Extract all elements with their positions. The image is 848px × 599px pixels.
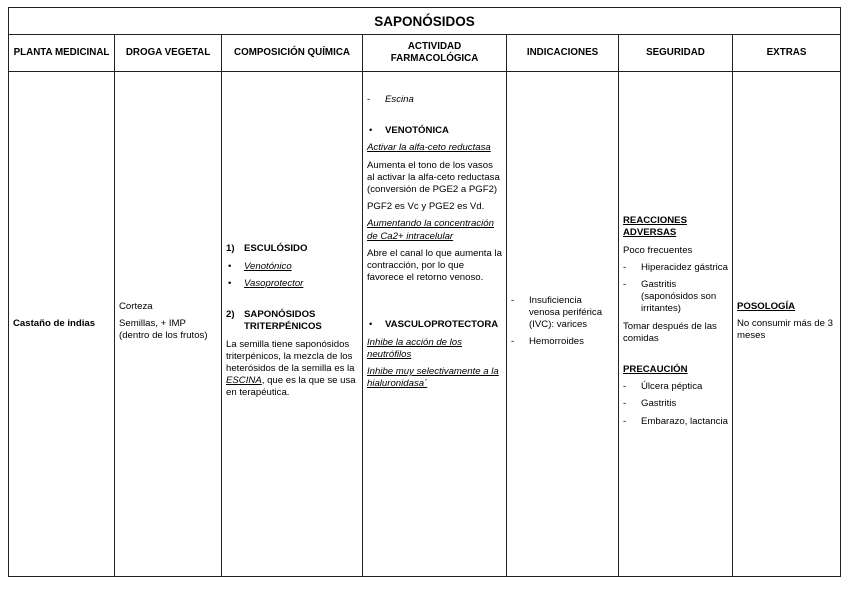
vasculo-subheading-2: Inhibe muy selectivamente a la hialuronidasa´: [367, 366, 499, 390]
posologia-heading: POSOLOGÍA: [737, 300, 796, 312]
header-row: [9, 35, 841, 72]
cell-composicion: [222, 72, 363, 577]
composicion-item-2-title: SAPONÓSIDOS TRITERPÉNICOS: [244, 309, 322, 333]
venotonica-text-3: Abre el canal lo que aumenta la contracción, por lo que favorece el retorno venoso.: [367, 247, 502, 284]
table-title: SAPONÓSIDOS: [9, 8, 841, 35]
precaucion-heading: PRECAUCIÓN: [623, 364, 688, 375]
venotonica-text-2: PGF2 es Vc y PGE2 es Vd.: [367, 201, 485, 213]
composicion-item-1-title: ESCULÓSIDO: [244, 243, 308, 255]
list-item: - Insuficiencia venosa periférica (IVC): varices: [511, 295, 614, 332]
poco-frecuentes: Poco frecuentes: [623, 244, 693, 256]
posologia-text: No consumir más de 3 meses: [737, 317, 833, 342]
header-extras: EXTRAS: [733, 35, 841, 72]
composicion-item-2: 2) SAPONÓSIDOS TRITERPÉNICOS: [226, 309, 322, 333]
droga-line-2: Semillas, + IMP (dentro de los frutos): [119, 317, 208, 342]
venotonica-text-1: Aumenta el tono de los vasos al activar la alfa-ceto reductasa (conversión de PGE2 a PGF2): [367, 159, 500, 196]
list-item: - Gastritis: [623, 398, 728, 410]
list-item: - Hiperacidez gástrica: [623, 262, 728, 274]
header-droga: DROGA VEGETAL: [115, 35, 222, 72]
venotonica-heading: • VENOTÓNICA: [367, 125, 502, 137]
vasculoprotectora-heading: • VASCULOPROTECTORA: [367, 319, 502, 331]
header-seguridad: SEGURIDAD: [619, 35, 733, 72]
cell-seguridad: [619, 72, 733, 577]
cell-droga: [115, 72, 222, 577]
list-item: • Venotónico: [226, 261, 358, 273]
droga-line-1: Corteza: [119, 300, 153, 312]
composicion-description: La semilla tiene saponósidos triterpénicos, la mezcla de los heterósidos de la semilla es la ESCINA, que es la que se usa en terapéutica.: [226, 338, 356, 399]
venotonica-subheading-2: Aumentando la concentración de Ca2+ intracelular: [367, 218, 494, 242]
header-actividad: ACTIVIDAD FARMACOLÓGICA: [363, 35, 507, 72]
reacciones-heading: REACCIONES ADVERSAS: [623, 215, 687, 239]
header-indicaciones: INDICACIONES: [507, 35, 619, 72]
cell-planta: [9, 72, 115, 577]
list-item: - Gastritis (saponósidos son irritantes): [623, 279, 728, 316]
tomar-text: Tomar después de las comidas: [623, 320, 717, 344]
cell-actividad: [363, 72, 507, 577]
list-item: - Embarazo, lactancia: [623, 416, 728, 428]
cell-extras: [733, 72, 841, 577]
saponosidos-table: [8, 7, 841, 577]
header-planta: PLANTA MEDICINAL: [9, 35, 115, 72]
table-row: [9, 72, 841, 577]
venotonica-subheading-1: Activar la alfa-ceto reductasa: [367, 142, 491, 154]
cell-indicaciones: [507, 72, 619, 577]
list-item: - Úlcera péptica: [623, 381, 728, 393]
vasculo-subheading-1: Inhibe la acción de los neutrófilos: [367, 336, 462, 360]
list-item: - Escina: [367, 94, 502, 106]
list-item: • Vasoprotector: [226, 278, 358, 290]
list-item: - Hemorroides: [511, 336, 614, 348]
escina-link: ESCINA: [226, 375, 262, 387]
planta-name: Castaño de indias: [13, 317, 96, 329]
composicion-item-1: 1) ESCULÓSIDO: [226, 243, 308, 255]
header-composicion: COMPOSICIÓN QUÍMICA: [222, 35, 363, 72]
